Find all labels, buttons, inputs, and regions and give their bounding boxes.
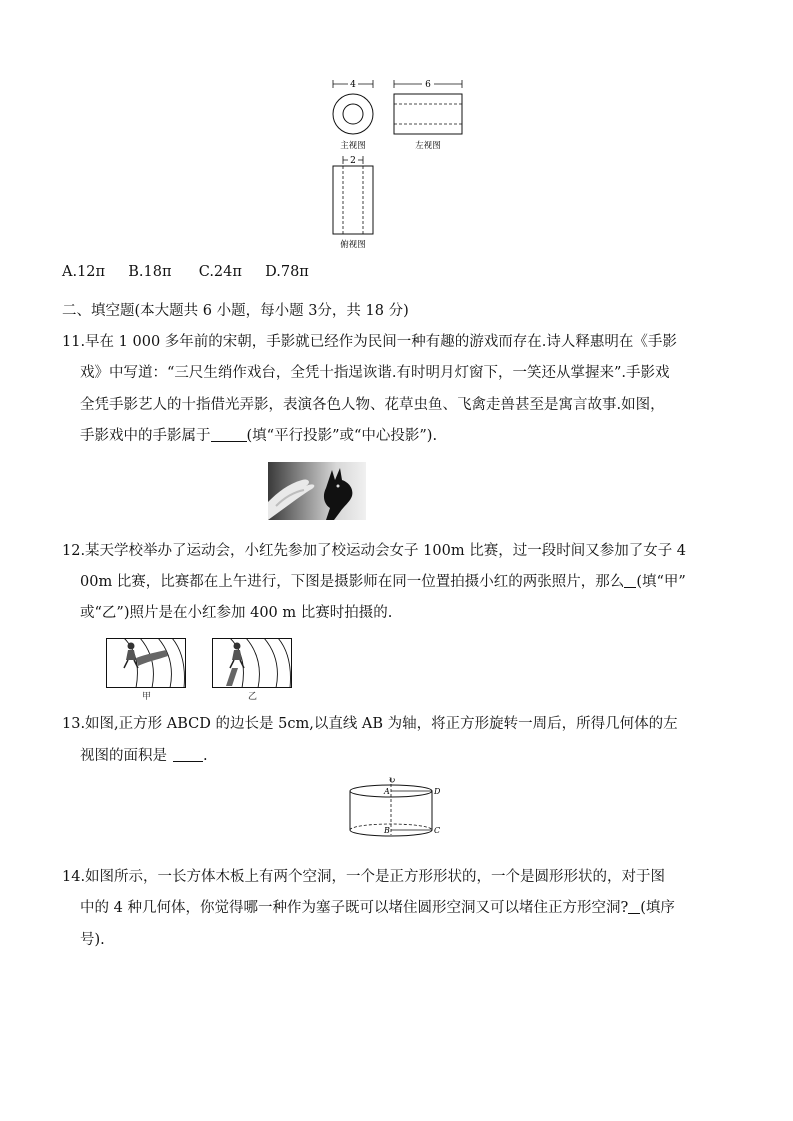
point-d-label: D bbox=[434, 787, 441, 796]
q11-line-1: 11.早在 1 000 多年前的宋朝，手影就已经作为民间一种有趣的游戏而存在.诗人释惠明在《手影 bbox=[62, 334, 677, 350]
top-view-caption: 俯视图 bbox=[340, 240, 366, 250]
three-view-figure bbox=[320, 74, 480, 254]
q11-answer-blank[interactable] bbox=[211, 427, 247, 442]
point-b-label: B bbox=[384, 826, 390, 835]
q11-text-after: (填“平行投影”或“中心投影”). bbox=[246, 428, 438, 444]
q13-line-2 bbox=[80, 746, 208, 766]
front-dim-label: 4 bbox=[350, 80, 356, 90]
left-view bbox=[394, 78, 462, 134]
q12-answer-blank[interactable] bbox=[624, 573, 636, 588]
runner-photo-jia bbox=[106, 638, 186, 688]
option-b: B.18π bbox=[128, 264, 172, 280]
q14-line-1: 14.如图所示，一长方体木板上有两个空洞，一个是正方形形状的，一个是圆形形状的，对于图 bbox=[62, 869, 666, 885]
point-a-label: A bbox=[384, 787, 390, 796]
left-view-caption: 左视图 bbox=[415, 141, 441, 151]
option-a: A.12π bbox=[62, 264, 106, 280]
q11-line-2: 戏》中写道：“三尺生绡作戏台，全凭十指逞诙谐.有时明月灯窗下，一笑还从掌握来”.手影戏 bbox=[80, 365, 670, 381]
left-dim-label: 6 bbox=[425, 80, 431, 90]
q14-answer-blank[interactable] bbox=[628, 899, 640, 914]
q12-line-3: 或“乙”)照片是在小红参加 400 m 比赛时拍摄的. bbox=[80, 605, 393, 621]
front-view bbox=[333, 78, 373, 134]
q14-line-3: 号). bbox=[80, 932, 105, 948]
q12-line-1: 12.某天学校举办了运动会，小红先参加了校运动会女子 100m 比赛，过一段时间又参加了女子 4 bbox=[62, 543, 687, 559]
q14-text-before: 中的 4 种几何体，你觉得哪一种作为塞子既可以堵住圆形空洞又可以堵住正方形空洞? bbox=[80, 900, 629, 916]
q11-text-before: 手影戏中的手影属于 bbox=[80, 428, 211, 444]
q14-text-after: (填序 bbox=[640, 900, 675, 916]
q13-line-1: 13.如图,正方形 ABCD 的边长是 5cm,以直线 AB 为轴，将正方形旋转一周后，所得几何体的左 bbox=[62, 716, 678, 732]
cylinder-figure bbox=[346, 773, 446, 839]
q11-line-4 bbox=[80, 426, 437, 446]
q12-text-before: 00m 比赛，比赛都在上午进行，下图是摄影师在同一位置拍摄小红的两张照片，那么 bbox=[80, 574, 625, 590]
front-view-caption: 主视图 bbox=[340, 141, 366, 151]
q13-text-after: . bbox=[203, 748, 208, 764]
photo-label-yi: 乙 bbox=[248, 692, 258, 702]
photo-label-jia: 甲 bbox=[142, 692, 152, 702]
q13-text-before: 视图的面积是 bbox=[80, 748, 167, 764]
rotation-arrow-icon: ↻ bbox=[388, 776, 396, 786]
q10-options bbox=[62, 262, 309, 282]
q14-line-2 bbox=[80, 898, 675, 918]
q12-text-after: (填“甲” bbox=[636, 574, 686, 590]
option-c: C.24π bbox=[198, 264, 242, 280]
runner-photo-yi bbox=[212, 638, 292, 688]
hand-shadow-photo bbox=[268, 462, 366, 520]
q12-line-2 bbox=[80, 572, 686, 592]
section-heading: 二、填空题(本大题共 6 小题，每小题 3分，共 18 分) bbox=[62, 303, 409, 319]
top-dim-label: 2 bbox=[350, 156, 356, 166]
point-c-label: C bbox=[434, 826, 441, 835]
option-d: D.78π bbox=[265, 264, 309, 280]
q13-answer-blank[interactable] bbox=[173, 747, 203, 762]
q11-line-3: 全凭手影艺人的十指借光弄影，表演各色人物、花草虫鱼、飞禽走兽甚至是寓言故事.如图， bbox=[80, 397, 665, 413]
top-view bbox=[333, 154, 373, 234]
